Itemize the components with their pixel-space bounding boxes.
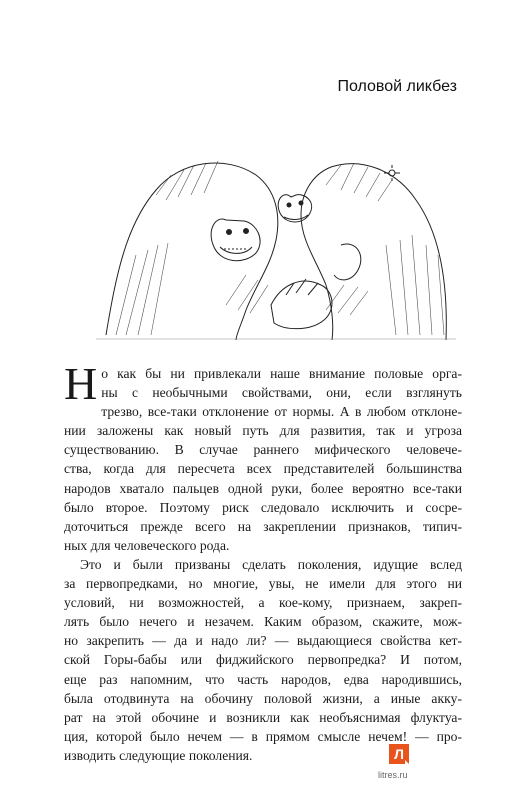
text-line: было второе. Поэтому риск следовало исключить и сосре- (64, 499, 462, 515)
site-url[interactable]: litres.ru (378, 770, 408, 780)
logo-letter: Л (394, 746, 404, 762)
text-line: существованию. В случае раннего мифического человече- (64, 442, 462, 458)
text-line: рат на этой обочине и возникли как необъяснимая флуктуа- (64, 709, 462, 725)
text-line: ской Горы-бабы или фиджийского первопредка? И потом, (64, 652, 462, 668)
text-line: ны с необычными свойствами, они, если взглянуть (101, 385, 462, 401)
text-line: доточиться прежде всего на закреплении признаков, типич- (64, 518, 462, 534)
text-line: изводить следующие поколения. (64, 747, 253, 763)
text-line: была отодвинута на обочину половой жизни, а иные аккy- (64, 690, 462, 706)
text-line: о как бы ни привлекали наше внимание половые орга- (101, 366, 462, 381)
paragraph-1 (64, 358, 462, 555)
text-line: но закрепить — да и надо ли? — выдающиеся свойства кет- (64, 633, 462, 649)
text-line: Это и были призваны сделать поколения, идущие вслед (80, 556, 462, 572)
text-line: ция, которой было нечем — в прямом смысле нечем! — про- (64, 728, 462, 744)
body-text (64, 358, 462, 765)
text-line: народов хватало пальцев одной руки, более вероятно все-таки (64, 480, 462, 496)
running-head-title: Половой ликбез (337, 78, 457, 95)
text-line: за первопредками, но многие, увы, не имели для этого ни (64, 576, 462, 592)
text-line: лять было нечего и незачем. Каким образом, скажите, мож- (64, 614, 462, 630)
text-line: ства, когда для пересчета всех представителей большинства (64, 461, 462, 477)
text-line: трезво, все-таки отклонение от нормы. А в любом отклоне- (101, 404, 462, 420)
text-line: еще раз напомним, что часть народов, едва народившись, (64, 671, 462, 687)
text-line: нии заложены как новый путь для развития, так и угроза (64, 423, 462, 439)
litres-logo-icon (385, 740, 413, 768)
text-line: ных для человеческого рода. (64, 537, 230, 553)
paragraph-2 (64, 555, 462, 765)
monkeys-embracing-illustration (96, 135, 456, 340)
drop-cap: Н (64, 358, 98, 409)
text-line: условий, ни возможностей, а кое-кому, признаем, закреп- (64, 595, 462, 611)
